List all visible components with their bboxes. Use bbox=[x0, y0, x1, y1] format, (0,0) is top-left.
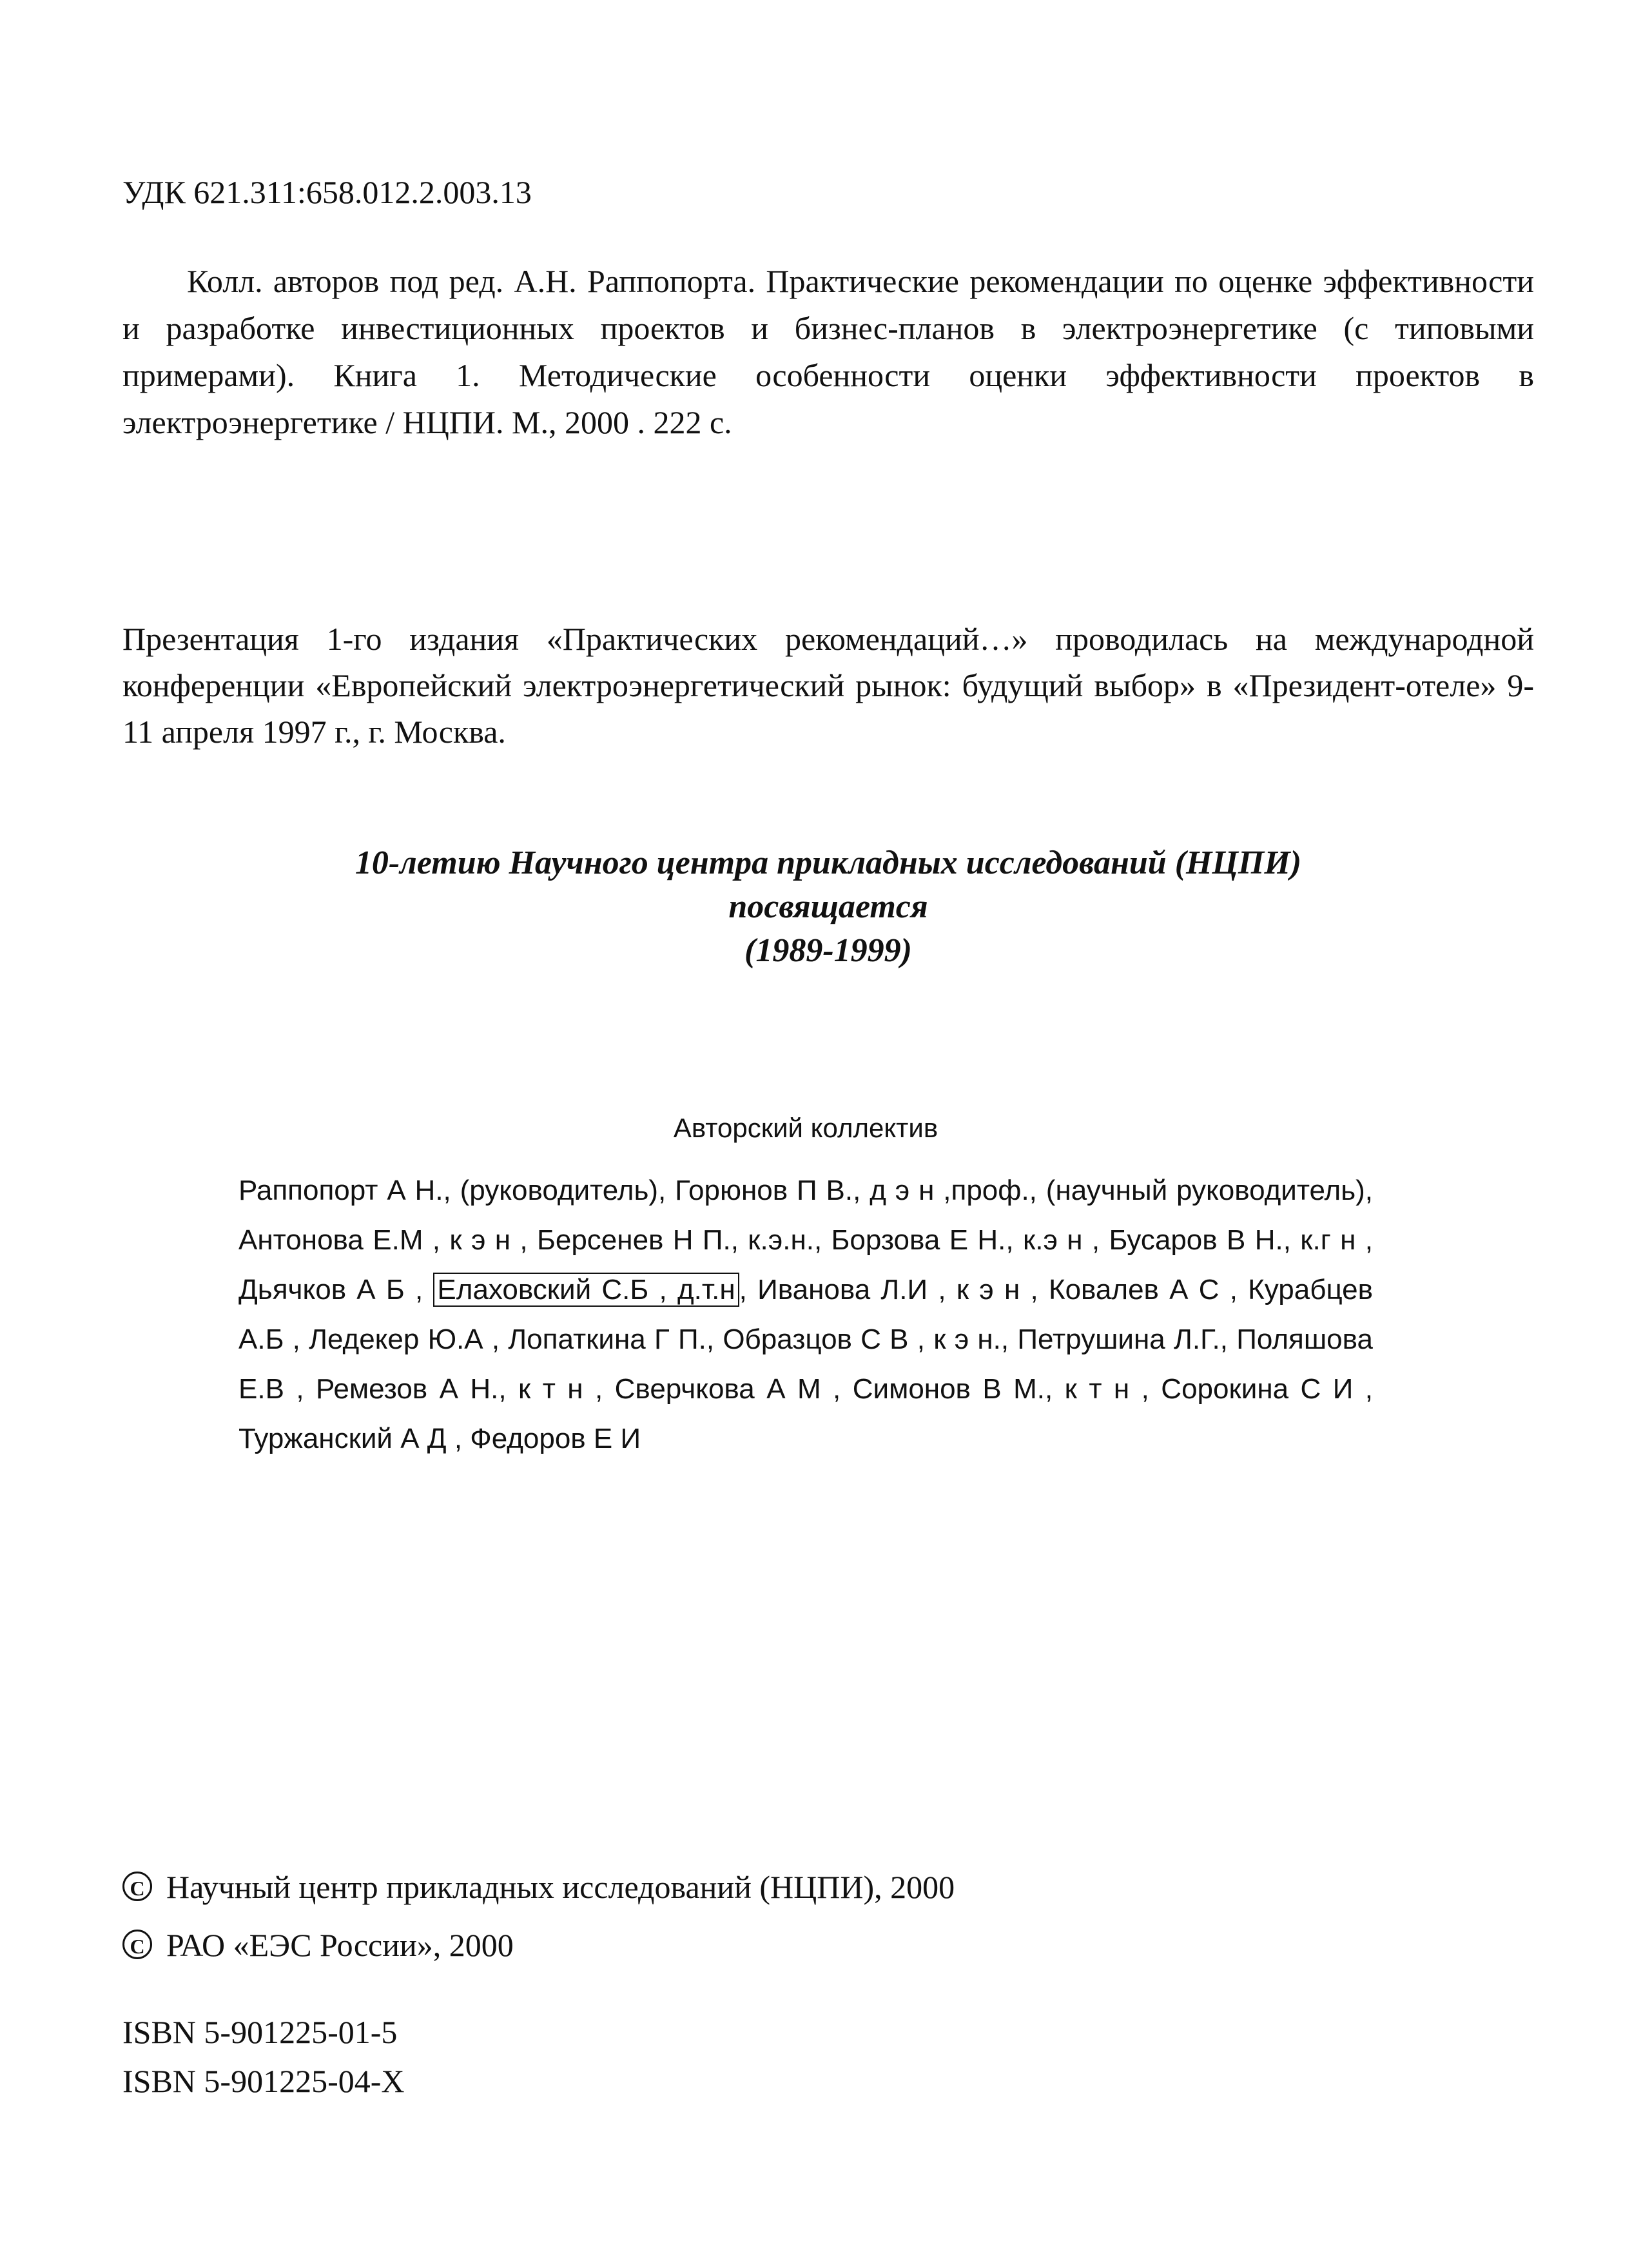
udk-code: УДК 621.311:658.012.2.003.13 bbox=[122, 174, 532, 210]
copyright-line-1 bbox=[122, 1866, 955, 1908]
dedication-line-1: 10-летию Научного центра прикладных исследований (НЦПИ) bbox=[355, 845, 1302, 881]
isbn-line-2: ISBN 5-901225-04-X bbox=[122, 2063, 405, 2099]
authors-list bbox=[238, 1166, 1373, 1463]
copyright-holder-2: РАО «ЕЭС России», 2000 bbox=[166, 1927, 514, 1963]
copyright-icon: C bbox=[122, 1872, 152, 1901]
authors-text-before: Раппопорт А Н., (руководитель), Горюнов П В., д э н ,проф., (научный руководитель), Антонова Е.М , к э н , Берсенев Н П., к.э.н., Борзова Е Н., к.э н , Бусаров В Н., к.г н , Дьячков А Б , bbox=[238, 1175, 1373, 1305]
authors-heading: Авторский коллектив bbox=[673, 1113, 938, 1143]
authors-text-after: , Иванова Л.И , к э н , Ковалев А С , Курабцев А.Б , Ледекер Ю.А , Лопаткина Г П., Образцов С В , к э н., Петрушина Л.Г., Поляшова Е.В , Ремезов А Н., к т н , Сверчкова А М , Симонов В М., к т н , Сорокина С И , Туржанский А Д , Федоров Е И bbox=[238, 1274, 1373, 1454]
dedication bbox=[122, 841, 1534, 973]
dedication-line-2: посвящается bbox=[728, 888, 928, 925]
bibliographic-entry: Колл. авторов под ред. А.Н. Раппопорта. Практические рекомендации по оценке эффективности и разработке инвестиционных проектов и бизнес-планов в электроэнергетике (с типовыми примерами). Книга 1. Методические особенности оценки эффективности проектов в электроэнергетике / НЦПИ. М., 2000 . 222 с. bbox=[122, 263, 1534, 440]
dedication-line-3: (1989-1999) bbox=[744, 932, 912, 969]
presentation-note: Презентация 1-го издания «Практических рекомендаций…» проводилась на международной конференции «Европейский электроэнергетический рынок: будущий выбор» в «Президент-отеле» 9-11 апреля 1997 г., г. Москва. bbox=[122, 621, 1534, 750]
isbn-line-1: ISBN 5-901225-01-5 bbox=[122, 2014, 398, 2050]
boxed-author-name: Елаховский С.Б , д.т.н bbox=[433, 1273, 739, 1307]
copyright-icon: C bbox=[122, 1930, 152, 1959]
copyright-holder-1: Научный центр прикладных исследований (НЦПИ), 2000 bbox=[166, 1869, 955, 1905]
copyright-line-2 bbox=[122, 1924, 514, 1966]
